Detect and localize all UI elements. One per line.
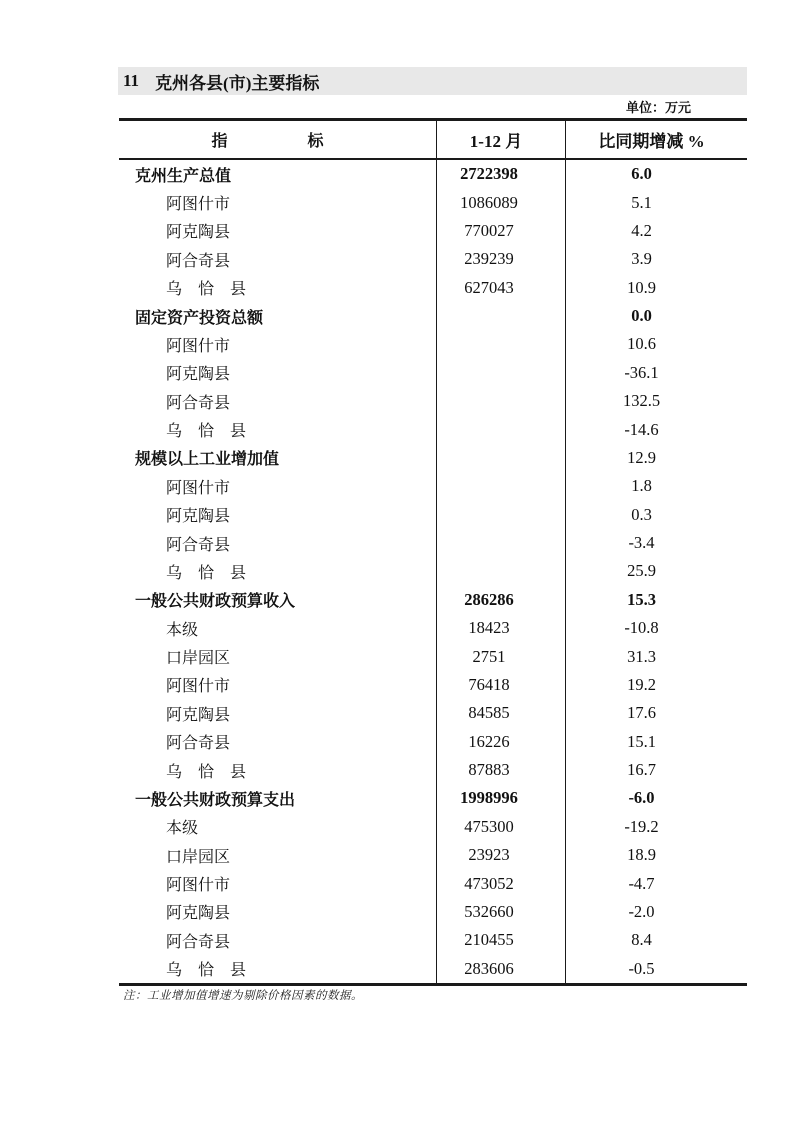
period-value-cell: 1998996 xyxy=(436,784,566,812)
indicator-cell: 阿合奇县 xyxy=(166,394,231,412)
period-value-cell: 1086089 xyxy=(436,188,566,216)
table-row xyxy=(119,642,747,670)
table-row xyxy=(119,160,747,188)
table-row xyxy=(119,302,747,330)
change-pct-cell: 6.0 xyxy=(631,164,652,184)
change-pct-cell: -0.5 xyxy=(628,958,655,978)
indicator-cell: 阿克陶县 xyxy=(166,508,231,526)
indicator-cell: 阿克陶县 xyxy=(166,224,231,242)
period-value-cell xyxy=(436,415,566,443)
indicator-cell: 阿合奇县 xyxy=(166,735,231,753)
change-pct-cell: 5.1 xyxy=(631,192,652,212)
change-pct-cell: -10.8 xyxy=(624,618,659,638)
change-pct-cell: 17.6 xyxy=(627,703,656,723)
indicator-cell: 阿图什市 xyxy=(166,877,231,895)
change-pct-cell: -14.6 xyxy=(624,419,659,439)
period-value-cell xyxy=(436,472,566,500)
change-pct-cell: 15.3 xyxy=(627,589,656,609)
period-value-cell: 76418 xyxy=(436,671,566,699)
change-pct-cell: 31.3 xyxy=(627,646,656,666)
change-pct-cell: 1.8 xyxy=(631,476,652,496)
period-value-cell: 475300 xyxy=(436,813,566,841)
indicator-cell: 一般公共财政预算收入 xyxy=(135,593,296,611)
indicator-cell: 口岸园区 xyxy=(166,848,231,866)
table-row xyxy=(119,869,747,897)
table-row xyxy=(119,501,747,529)
period-value-cell: 18423 xyxy=(436,614,566,642)
period-value-cell: 2722398 xyxy=(436,160,566,188)
indicator-cell: 一般公共财政预算支出 xyxy=(135,791,296,809)
change-pct-cell: 0.0 xyxy=(631,306,652,326)
change-pct-cell: 8.4 xyxy=(631,930,652,950)
change-pct-cell: 25.9 xyxy=(627,561,656,581)
table-row xyxy=(119,387,747,415)
indicator-cell: 乌 恰 县 xyxy=(166,281,247,299)
header-period: 1-12 月 xyxy=(436,121,566,158)
table-row xyxy=(119,188,747,216)
table-row xyxy=(119,472,747,500)
change-pct-cell: 0.3 xyxy=(631,504,652,524)
indicator-cell: 克州生产总值 xyxy=(135,167,232,185)
period-value-cell xyxy=(436,359,566,387)
table-row xyxy=(119,245,747,273)
indicator-cell: 乌 恰 县 xyxy=(166,564,247,582)
period-value-cell: 16226 xyxy=(436,728,566,756)
indicator-cell: 规模以上工业增加值 xyxy=(135,451,280,469)
period-value-cell: 87883 xyxy=(436,756,566,784)
indicator-cell: 阿克陶县 xyxy=(166,366,231,384)
indicator-cell: 阿合奇县 xyxy=(166,933,231,951)
period-value-cell: 239239 xyxy=(436,245,566,273)
period-value-cell: 532660 xyxy=(436,898,566,926)
indicator-cell: 阿图什市 xyxy=(166,196,231,214)
table-row xyxy=(119,614,747,642)
change-pct-cell: -4.7 xyxy=(628,873,655,893)
indicators-table xyxy=(119,118,747,986)
change-pct-cell: 15.1 xyxy=(627,731,656,751)
table-row xyxy=(119,813,747,841)
indicator-cell: 阿克陶县 xyxy=(166,905,231,923)
table-row xyxy=(119,699,747,727)
indicator-cell: 固定资产投资总额 xyxy=(135,309,264,327)
change-pct-cell: 16.7 xyxy=(627,760,656,780)
period-value-cell: 210455 xyxy=(436,926,566,954)
change-pct-cell: -3.4 xyxy=(628,533,655,553)
table-row xyxy=(119,359,747,387)
table-header-row xyxy=(119,121,747,160)
indicator-cell: 本级 xyxy=(166,621,199,639)
header-change: 比同期增减 % xyxy=(598,132,705,151)
indicator-cell: 口岸园区 xyxy=(166,650,231,668)
table-row xyxy=(119,728,747,756)
period-value-cell: 473052 xyxy=(436,869,566,897)
indicator-cell: 阿图什市 xyxy=(166,337,231,355)
table-row xyxy=(119,955,747,983)
indicator-cell: 阿合奇县 xyxy=(166,252,231,270)
period-value-cell: 84585 xyxy=(436,699,566,727)
table-row xyxy=(119,926,747,954)
indicator-cell: 阿图什市 xyxy=(166,479,231,497)
table-row xyxy=(119,756,747,784)
table-row xyxy=(119,898,747,926)
period-value-cell: 770027 xyxy=(436,217,566,245)
period-value-cell xyxy=(436,529,566,557)
period-value-cell xyxy=(436,387,566,415)
change-pct-cell: 4.2 xyxy=(631,220,652,240)
table-row xyxy=(119,415,747,443)
indicator-cell: 本级 xyxy=(166,820,199,838)
table-body xyxy=(119,160,747,983)
table-row xyxy=(119,217,747,245)
period-value-cell: 2751 xyxy=(436,642,566,670)
footnote: 注：工业增加值增速为剔除价格因素的数据。 xyxy=(123,990,363,1002)
table-row xyxy=(119,841,747,869)
indicator-cell: 阿合奇县 xyxy=(166,536,231,554)
table-row xyxy=(119,671,747,699)
table-row xyxy=(119,330,747,358)
period-value-cell xyxy=(436,302,566,330)
table-number: 11 xyxy=(123,71,140,90)
table-row xyxy=(119,784,747,812)
unit-label: 单位：万元 xyxy=(625,100,691,115)
change-pct-cell: 19.2 xyxy=(627,674,656,694)
indicator-cell: 乌 恰 县 xyxy=(166,962,247,980)
period-value-cell xyxy=(436,444,566,472)
period-value-cell xyxy=(436,557,566,585)
header-indicator: 指 标 xyxy=(211,133,324,150)
indicator-cell: 乌 恰 县 xyxy=(166,423,247,441)
change-pct-cell: -19.2 xyxy=(624,816,659,836)
change-pct-cell: 10.9 xyxy=(627,277,656,297)
table-row xyxy=(119,586,747,614)
indicator-cell: 乌 恰 县 xyxy=(166,763,247,781)
indicator-cell: 阿克陶县 xyxy=(166,706,231,724)
change-pct-cell: 132.5 xyxy=(622,391,661,411)
period-value-cell xyxy=(436,330,566,358)
period-value-cell: 286286 xyxy=(436,586,566,614)
period-value-cell: 283606 xyxy=(436,955,566,983)
change-pct-cell: -6.0 xyxy=(628,788,655,808)
indicator-cell: 阿图什市 xyxy=(166,678,231,696)
change-pct-cell: 18.9 xyxy=(627,845,656,865)
table-row xyxy=(119,444,747,472)
table-row xyxy=(119,274,747,302)
period-value-cell: 23923 xyxy=(436,841,566,869)
table-row xyxy=(119,557,747,585)
change-pct-cell: -36.1 xyxy=(624,362,659,382)
change-pct-cell: 12.9 xyxy=(627,447,656,467)
period-value-cell: 627043 xyxy=(436,274,566,302)
table-row xyxy=(119,529,747,557)
period-value-cell xyxy=(436,501,566,529)
page-title: 克州各县(市)主要指标 xyxy=(155,73,320,93)
change-pct-cell: -2.0 xyxy=(628,901,655,921)
change-pct-cell: 3.9 xyxy=(631,249,652,269)
table-title-bar xyxy=(118,67,747,95)
change-pct-cell: 10.6 xyxy=(627,334,656,354)
